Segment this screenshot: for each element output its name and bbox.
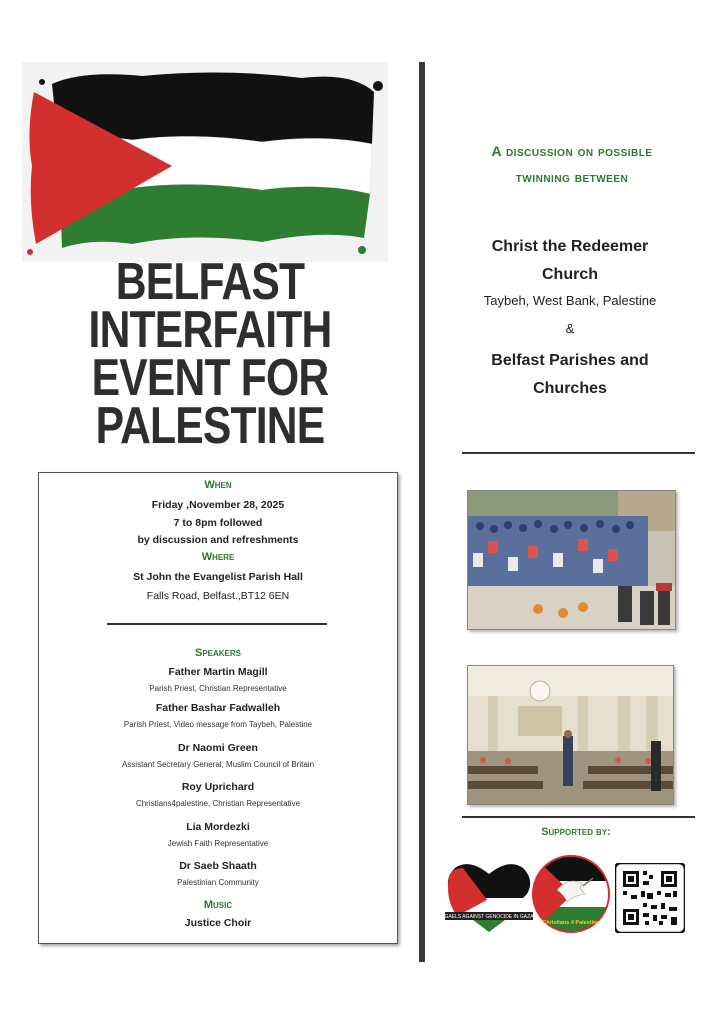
church-name-line-2: Church <box>542 266 598 283</box>
speaker-role: Jewish Faith Representative <box>167 839 269 848</box>
details-divider <box>107 623 327 625</box>
music-name: Justice Choir <box>184 917 252 929</box>
title-line-1: BELFAST <box>115 253 305 311</box>
music-heading: Music <box>203 899 233 911</box>
church-location: Taybeh, West Bank, Palestine <box>483 293 657 308</box>
speaker-role: Parish Priest, Video message from Taybeh, Palestine <box>123 720 313 729</box>
where-heading: Where <box>201 551 235 563</box>
event-address: Falls Road, Belfast.,BT12 6EN <box>146 590 290 602</box>
when-heading: When <box>204 479 232 491</box>
event-time-note: by discussion and refreshments <box>137 534 299 546</box>
parishes-line-2: Churches <box>533 380 607 397</box>
gaels-against-genocide-logo <box>443 860 535 936</box>
christians-logo-text: Christians 4 Palestine <box>542 920 600 926</box>
discussion-heading-line-1: A discussion on possible <box>491 143 653 159</box>
speaker-name: Father Bashar Fadwalleh <box>155 702 281 714</box>
vertical-divider <box>419 62 425 962</box>
speaker-role: Christians4palestine, Christian Representative <box>135 799 301 808</box>
title-line-4: PALESTINE <box>95 397 325 455</box>
title-line-3: EVENT FOR <box>91 349 329 407</box>
right-divider-top <box>462 452 695 454</box>
event-details-box <box>38 472 398 944</box>
speaker-role: Parish Priest, Christian Representative <box>149 684 287 693</box>
church-interior-photo <box>467 665 674 805</box>
event-venue: St John the Evangelist Parish Hall <box>133 571 303 583</box>
twinning-parties <box>455 233 685 403</box>
speaker-name: Dr Saeb Shaath <box>179 860 257 872</box>
event-date: Friday ,November 28, 2025 <box>151 499 285 511</box>
speaker-name: Lia Mordezki <box>186 821 250 833</box>
flag-graphic <box>22 62 388 262</box>
ampersand: & <box>565 321 575 336</box>
supported-by-heading: Supported by: <box>541 826 611 838</box>
discussion-heading-line-2: twinning between <box>515 169 629 185</box>
speaker-name: Father Martin Magill <box>168 666 268 678</box>
speaker-name: Roy Uprichard <box>181 781 255 793</box>
palestine-flag-image <box>22 62 388 262</box>
discussion-heading <box>462 138 682 190</box>
speaker-name: Dr Naomi Green <box>178 742 258 754</box>
speaker-role: Assistant Secretary General, Muslim Council of Britain <box>121 760 315 769</box>
title-line-2: INTERFAITH <box>88 301 332 359</box>
christians-4-palestine-logo <box>531 854 611 934</box>
qr-code[interactable] <box>615 863 685 933</box>
speakers-heading: Speakers <box>194 647 241 659</box>
event-time: 7 to 8pm followed <box>173 517 263 529</box>
event-title <box>62 253 357 455</box>
children-group-photo <box>467 490 676 630</box>
gaels-logo-text: GAELS AGAINST GENOCIDE IN GAZA <box>444 914 534 920</box>
right-divider-bottom <box>462 816 695 818</box>
church-name-line-1: Christ the Redeemer <box>491 238 649 255</box>
speaker-role: Palestinian Community <box>177 878 259 887</box>
parishes-line-1: Belfast Parishes and <box>491 352 649 369</box>
